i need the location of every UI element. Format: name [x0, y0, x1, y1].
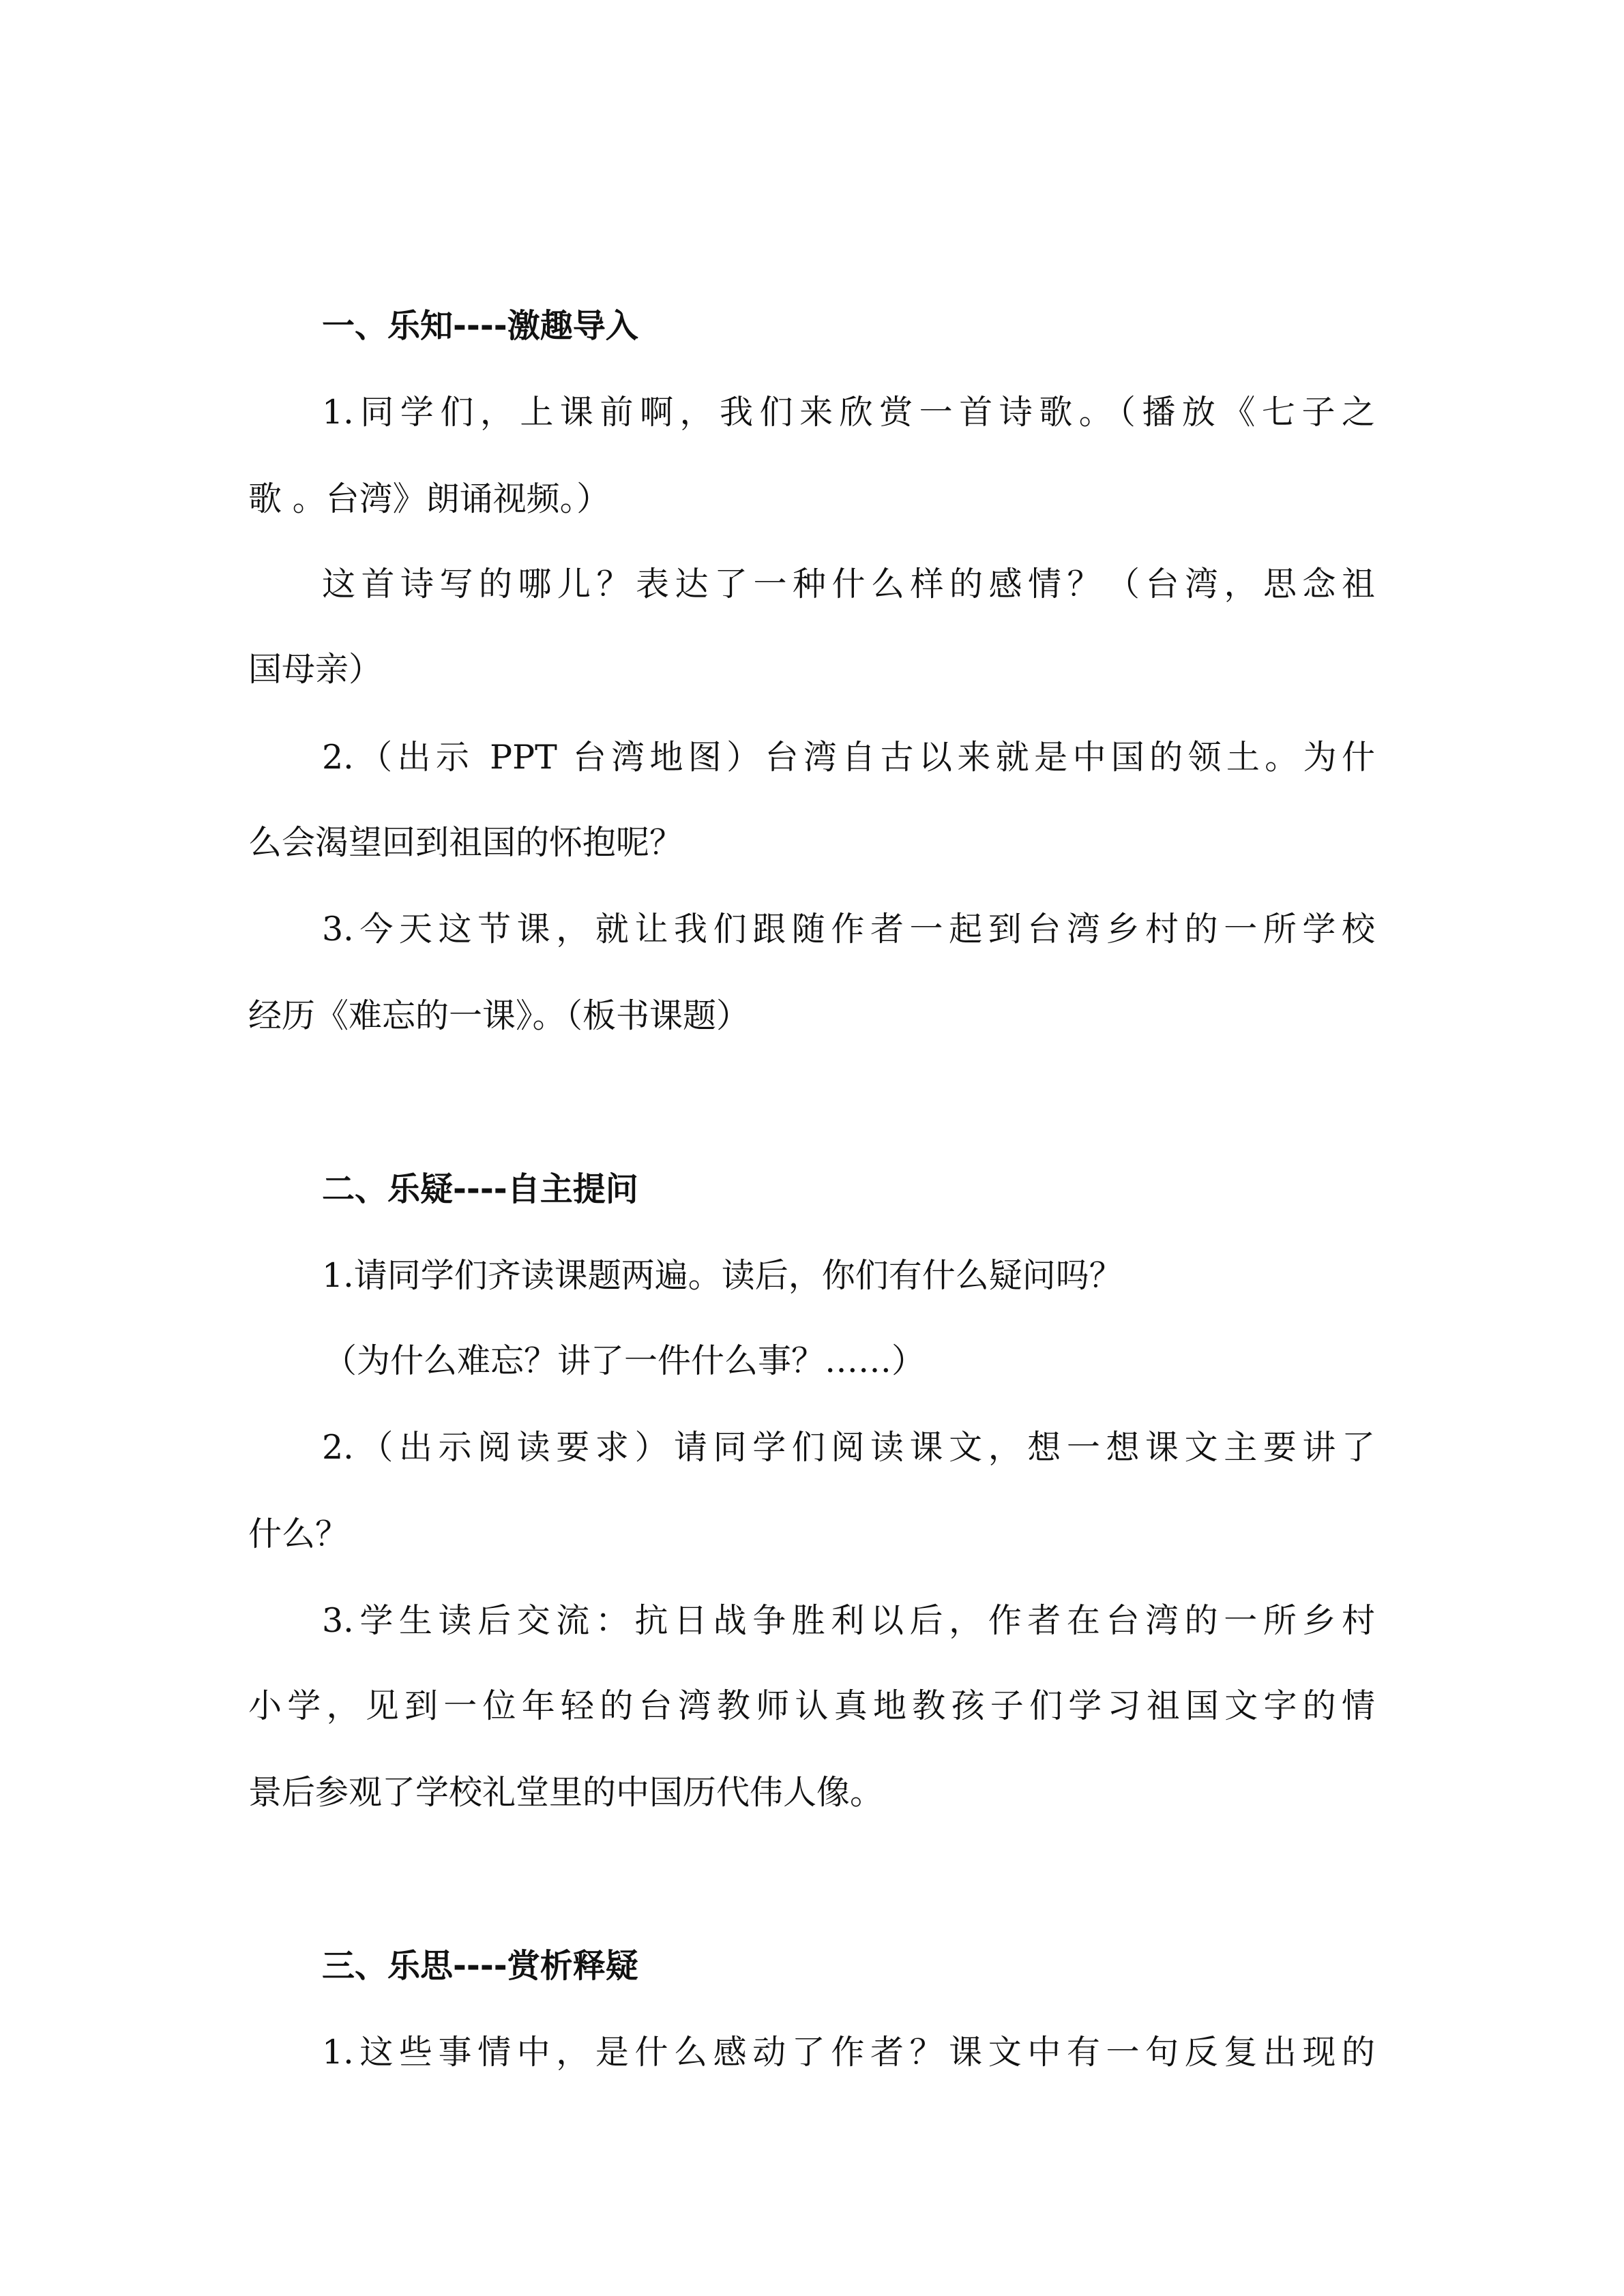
paragraph-line: 这首诗写的哪儿？表达了一种什么样的感情？（台湾，思念祖	[322, 565, 1375, 603]
paragraph-line: 1.同学们，上课前啊，我们来欣赏一首诗歌。（播放《七子之	[322, 393, 1375, 432]
paragraph-line: 国母亲）	[248, 650, 383, 689]
paragraph-line: 1.请同学们齐读课题两遍。读后，你们有什么疑问吗？	[322, 1256, 1123, 1295]
paragraph-line: 1.这些事情中，是什么感动了作者？课文中有一句反复出现的	[322, 2033, 1375, 2072]
paragraph-line: 歌 。台湾》朗诵视频。）	[248, 479, 610, 518]
paragraph-line: 景后参观了学校礼堂里的中国历代伟人像。	[248, 1773, 884, 1812]
section-heading-1: 一、乐知----激趣导入	[322, 307, 638, 345]
paragraph-line: 3.学生读后交流：抗日战争胜利以后，作者在台湾的一所乡村	[322, 1601, 1375, 1640]
paragraph-line: （为什么难忘？讲了一件什么事？……）	[323, 1341, 926, 1380]
section-heading-3: 三、乐思----赏析释疑	[322, 1947, 638, 1985]
paragraph-line: 经历《难忘的一课》。（板书课题）	[248, 996, 750, 1035]
section-heading-2: 二、乐疑----自主提问	[322, 1170, 638, 1208]
paragraph-line: 么会渴望回到祖国的怀抱呢？	[248, 823, 683, 862]
paragraph-line: 什么？	[248, 1515, 349, 1553]
paragraph-line: 2.（出示阅读要求）请同学们阅读课文，想一想课文主要讲了	[322, 1428, 1375, 1467]
paragraph-line: 3.今天这节课，就让我们跟随作者一起到台湾乡村的一所学校	[322, 910, 1375, 949]
paragraph-line: 小学，见到一位年轻的台湾教师认真地教孩子们学习祖国文字的情	[248, 1686, 1375, 1725]
paragraph-line: 2.（出示 PPT 台湾地图）台湾自古以来就是中国的领土。为什	[322, 738, 1375, 777]
